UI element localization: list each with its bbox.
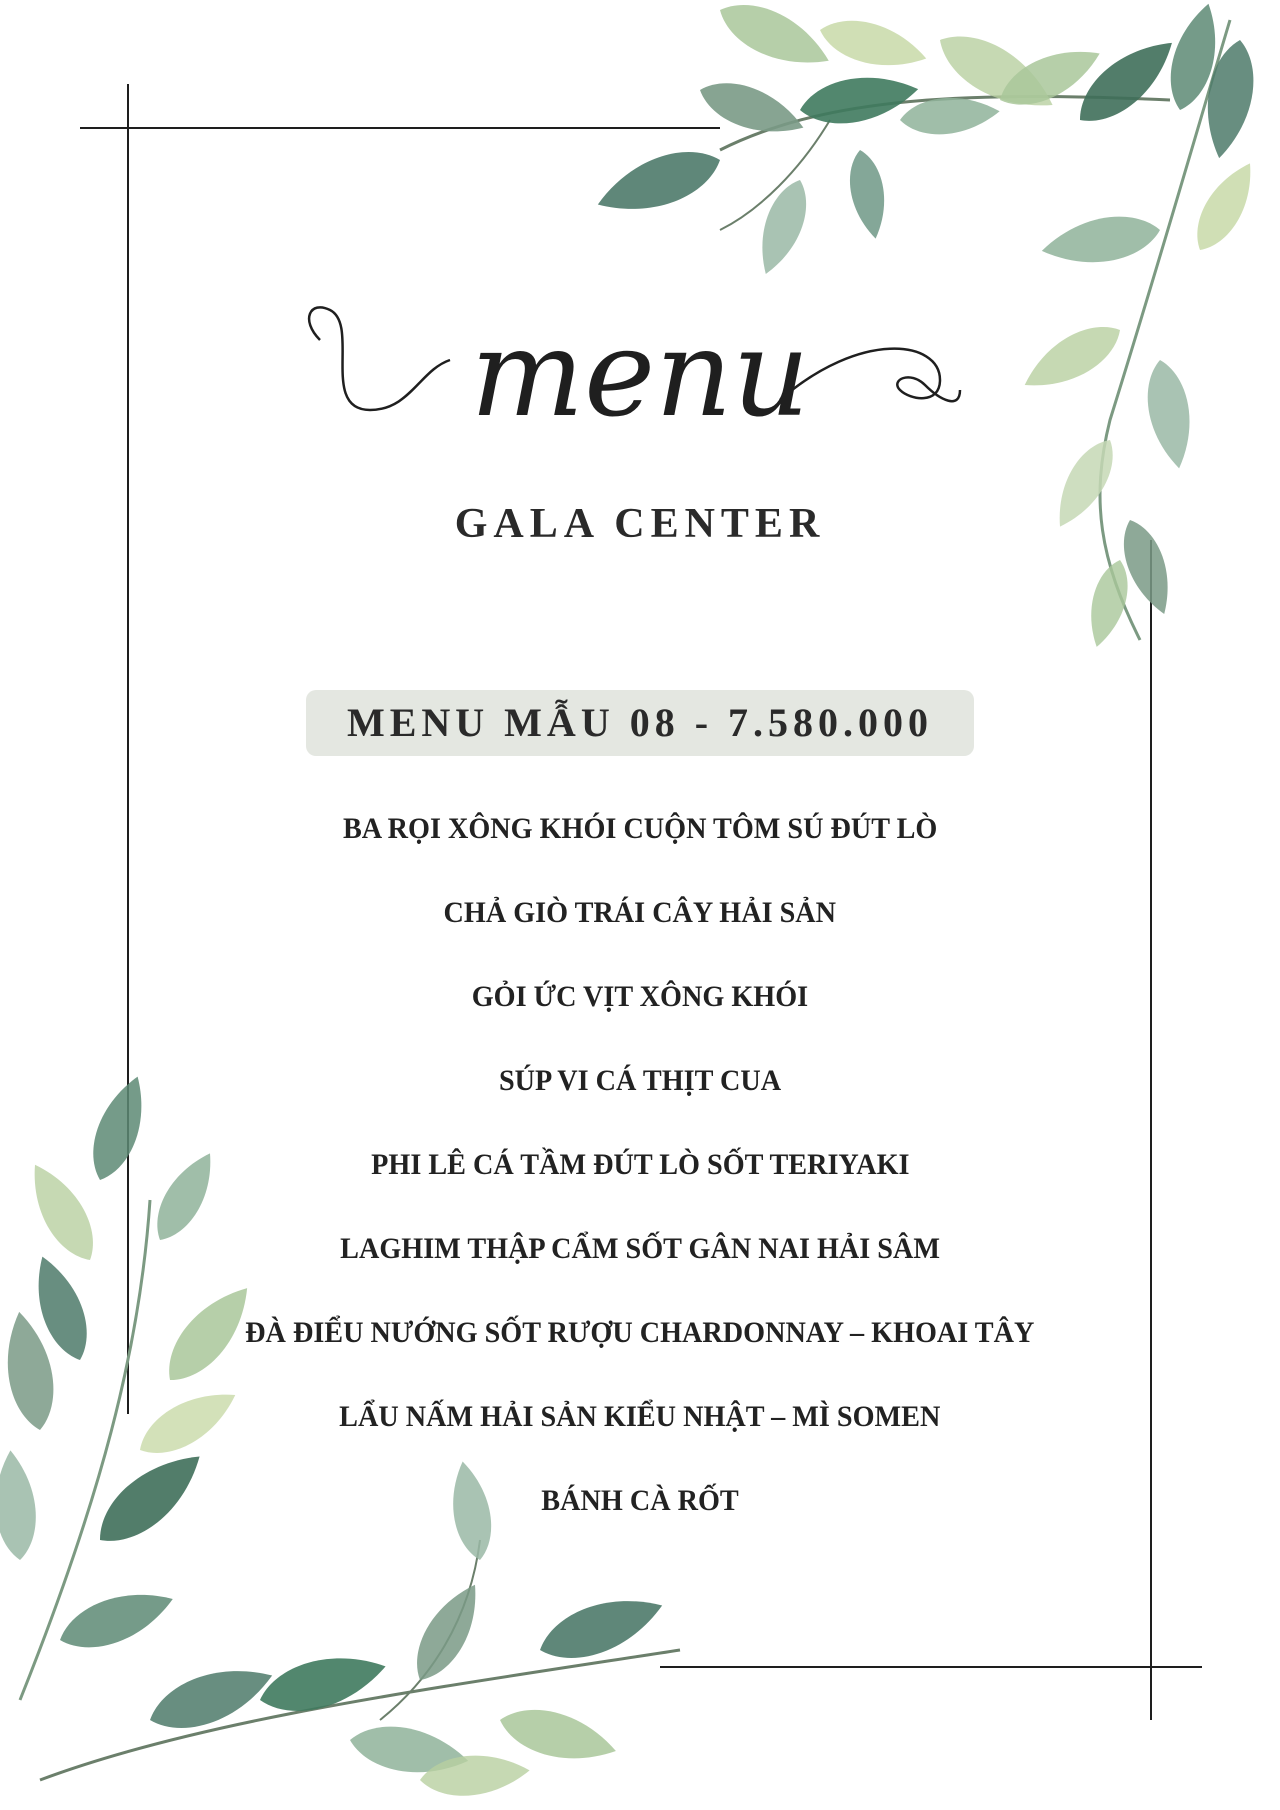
dish-list [0, 800, 1280, 1556]
dish-item: GỎI ỨC VỊT XÔNG KHÓI [471, 980, 809, 1013]
dish-item: PHI LÊ CÁ TẦM ĐÚT LÒ SỐT TERIYAKI [370, 1148, 910, 1181]
dish-item: LAGHIM THẬP CẨM SỐT GÂN NAI HẢI SÂM [340, 1232, 940, 1265]
venue-name: GALA CENTER [454, 501, 826, 547]
dish-item: ĐÀ ĐIỂU NƯỚNG SỐT RƯỢU CHARDONNAY – KHOAI TÂY [245, 1316, 1035, 1349]
svg-text:menu: menu [470, 305, 810, 444]
menu-set-label: MENU MẪU 08 - 7.580.000 [306, 690, 974, 756]
dish-item: LẨU NẤM HẢI SẢN KIỂU NHẬT – MÌ SOMEN [339, 1400, 941, 1433]
dish-item: SÚP VI CÁ THỊT CUA [498, 1064, 782, 1097]
menu-script-title [300, 300, 980, 480]
dish-item: BÁNH CÀ RỐT [541, 1484, 739, 1517]
dish-item: BA RỌI XÔNG KHÓI CUỘN TÔM SÚ ĐÚT LÒ [342, 812, 938, 845]
dish-item: CHẢ GIÒ TRÁI CÂY HẢI SẢN [443, 896, 837, 929]
